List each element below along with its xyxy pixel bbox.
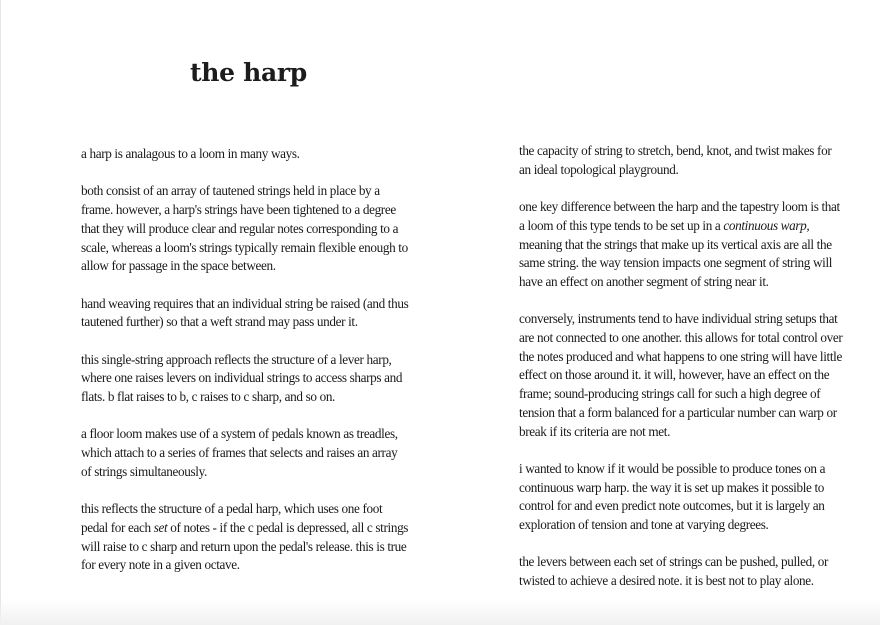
bottom-shadow xyxy=(0,599,880,625)
left-paragraph-6-text-a: this reflects the structure of a pedal harp, which uses one foot pedal for each xyxy=(81,501,383,535)
left-paragraph-5: a floor loom makes use of a system of pedals known as treadles, which attach to a series of frames that selects and raises an array of strings simultaneously. xyxy=(81,426,398,479)
left-paragraph-6-text-b: of notes - if the c pedal is depressed, all c strings will raise to c sharp and return upon the pedal's release. this is true for every note in a given octave. xyxy=(81,519,409,573)
right-column xyxy=(519,142,845,591)
right-paragraph-3: conversely, instruments tend to have individual string setups that are not connected to one another. this allows for total control over the notes produced and what happens to one string will have little effect on those around it. it will, however, have an effect on the frame; sound-producing strings call for such a high degree of tension that a form balanced for a particular number can warp or break if its criteria are not met. xyxy=(519,311,843,439)
left-paragraph-4: this single-string approach reflects the structure of a lever harp, where one raises levers on individual strings to access sharps and flats. b flat raises to b, c raises to c sharp, and so on. xyxy=(81,351,403,405)
left-paragraph-3: hand weaving requires that an individual string be raised (and thus tautened further) so that a weft strand may pass under it. xyxy=(81,295,409,330)
left-column xyxy=(81,145,409,575)
left-paragraph-6-emphasis: set xyxy=(153,519,168,535)
left-paragraph-6 xyxy=(81,500,409,575)
left-paragraph-1: a harp is analagous to a loom in many ways. xyxy=(81,146,300,161)
right-paragraph-2-text-a: one key difference between the harp and the tapestry loom is that a loom of this type tends to be set up in a xyxy=(519,199,840,233)
right-paragraph-5: the levers between each set of strings can be pushed, pulled, or twisted to achieve a desired note. it is best not to play alone. xyxy=(519,554,829,589)
right-paragraph-2-text-b: meaning that the strings that make up its vertical axis are all the same string. the way tension impacts one segment of string will have an effect on another segment of string near it. xyxy=(519,236,833,289)
page-title: the harp xyxy=(190,58,307,87)
right-paragraph-2 xyxy=(519,198,845,292)
left-paragraph-2: both consist of an array of tautened strings held in place by a frame. however, a harp's strings have been tightened to a degree that they will produce clear and regular notes corresponding to a scale, whereas a loom's strings typically remain flexible enough to allow for passage in the space between. xyxy=(81,183,408,274)
right-paragraph-4: i wanted to know if it would be possible to produce tones on a continuous warp harp. the way it is set up makes it possible to control for and even predict note outcomes, but it is largely an exploration of tension and tone at varying degrees. xyxy=(519,460,826,533)
page-edge xyxy=(0,0,1,625)
right-paragraph-2-emphasis: continuous warp, xyxy=(723,217,810,233)
right-paragraph-1: the capacity of string to stretch, bend, knot, and twist makes for an ideal topological playground. xyxy=(519,143,832,177)
